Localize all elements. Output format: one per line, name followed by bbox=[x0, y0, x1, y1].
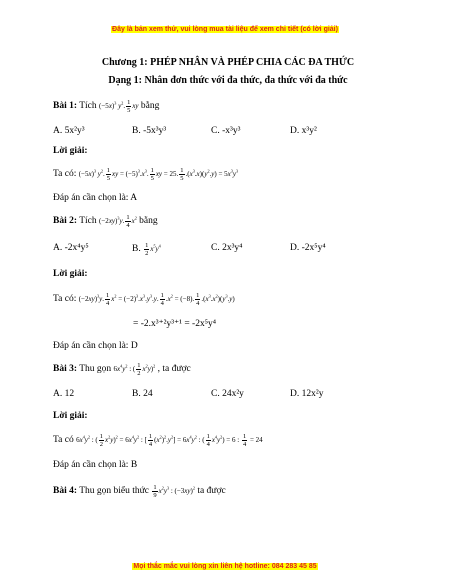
math-expression: $6x^4y^2$ : ( $\frac{1}{2}$ $x^2y)^2 = 6x^4y^2$ : [ $\frac{1}{4}$ $(x^2)^2.y^2] = 6x^4y^2$ : ( $\frac{1}{4}$ $x^4y^2) = 6$ : $\frac{1}{4}$ = 24 bbox=[76, 433, 263, 448]
problem-prompt: Thu gọn bbox=[79, 364, 112, 375]
option-a: A. 5x²y³ bbox=[53, 126, 85, 136]
solution-label: Lời giải: bbox=[53, 411, 88, 421]
work-prefix: Ta có bbox=[53, 435, 74, 446]
option-d: D. x³y² bbox=[290, 126, 317, 136]
math-expression: $\frac{1}{9}$ $x^2y^3$ : $(-3xy)^2$ bbox=[153, 484, 195, 499]
math-expression: $(-5x)^3$ $y^2$. $\frac{1}{5}$ xy = $(-5)^3.x^3$. $\frac{1}{5}$ xy = 25. $\frac{1}{5}$ $.(x^3.x)(y^2.y) = 5x^3y^3$ bbox=[78, 167, 239, 182]
work-prefix: Ta có: bbox=[53, 169, 77, 180]
option-b: B. 24 bbox=[132, 389, 153, 399]
option-d: D. 12x²y bbox=[290, 389, 324, 399]
problem-1-work bbox=[53, 167, 238, 182]
problem-prompt: Tích bbox=[79, 216, 97, 227]
option-b: B. $\frac{1}{2}$ $x^5y^4$ bbox=[132, 242, 161, 257]
solution-label: Lời giải: bbox=[53, 269, 88, 279]
math-expression: $(-2xy)^3y$. $\frac{1}{4}$ $x^2 = (-2)^3.x^3.y^3.y$. $\frac{1}{4}$ $.x^2 = (-8)$. $\frac{1}{4}$ $.(x^3.x^2)(y^3.y)$ bbox=[78, 292, 235, 307]
math-expression: $(-2xy)^3y$. $\frac{1}{4}$ $x^2$ bbox=[99, 214, 137, 229]
problem-3-work bbox=[53, 433, 263, 448]
problem-label: Bài 2: bbox=[53, 216, 78, 227]
problem-prompt: Tích bbox=[79, 101, 97, 112]
option-d: D. -2x⁵y⁴ bbox=[290, 243, 326, 253]
option-c: C. -x³y³ bbox=[211, 126, 241, 136]
option-a: A. -2x⁴y⁵ bbox=[53, 243, 89, 253]
math-expression: $(-5x)^3$ $y^2$. $\frac{1}{5}$ xy bbox=[99, 99, 139, 114]
problem-suffix: , ta được bbox=[157, 364, 191, 375]
answer-line: Đáp án cần chọn là: B bbox=[53, 460, 138, 470]
problem-label: Bài 4: bbox=[53, 486, 78, 497]
option-a: A. 12 bbox=[53, 389, 75, 399]
hotline-banner: Mọi thắc mắc vui lòng xin liên hệ hotline: 084 283 45 85 bbox=[133, 563, 317, 570]
solution-label: Lời giải: bbox=[53, 146, 88, 156]
option-c: C. 24x²y bbox=[211, 389, 244, 399]
problem-suffix: bằng bbox=[139, 216, 158, 227]
option-b-label: B. bbox=[132, 244, 141, 255]
answer-line: Đáp án cần chọn là: D bbox=[53, 341, 138, 351]
answer-line: Đáp án cần chọn là: A bbox=[53, 193, 138, 203]
problem-4-statement bbox=[53, 484, 226, 499]
work-prefix: Ta có: bbox=[53, 294, 77, 305]
option-c: C. 2x³y⁴ bbox=[211, 243, 243, 253]
problem-2-work-line-2: = -2.x³⁺²y³⁺¹ = -2x⁵y⁴ bbox=[133, 319, 217, 329]
problem-2-statement bbox=[53, 214, 158, 229]
chapter-title: Chương 1: PHÉP NHÂN VÀ PHÉP CHIA CÁC ĐA THỨC bbox=[101, 57, 355, 68]
problem-label: Bài 1: bbox=[53, 101, 78, 112]
problem-prompt: Thu gọn biểu thức bbox=[79, 486, 150, 497]
problem-1-statement bbox=[53, 99, 159, 114]
problem-3-statement bbox=[53, 362, 191, 377]
problem-suffix: bằng bbox=[140, 101, 160, 112]
problem-label: Bài 3: bbox=[53, 364, 78, 375]
section-title: Dạng 1: Nhân đơn thức với đa thức, đa thức với đa thức bbox=[108, 75, 348, 86]
math-expression: $6x^4y^2$ : ( $\frac{1}{2}$ $x^2y)^2$ bbox=[113, 362, 156, 377]
problem-2-work bbox=[53, 292, 235, 307]
option-b: B. -5x³y³ bbox=[132, 126, 167, 136]
preview-banner: Đây là bản xem thử, vui lòng mua tài liệu để xem chi tiết (có lời giải) bbox=[112, 26, 338, 33]
problem-suffix: ta được bbox=[197, 486, 226, 497]
